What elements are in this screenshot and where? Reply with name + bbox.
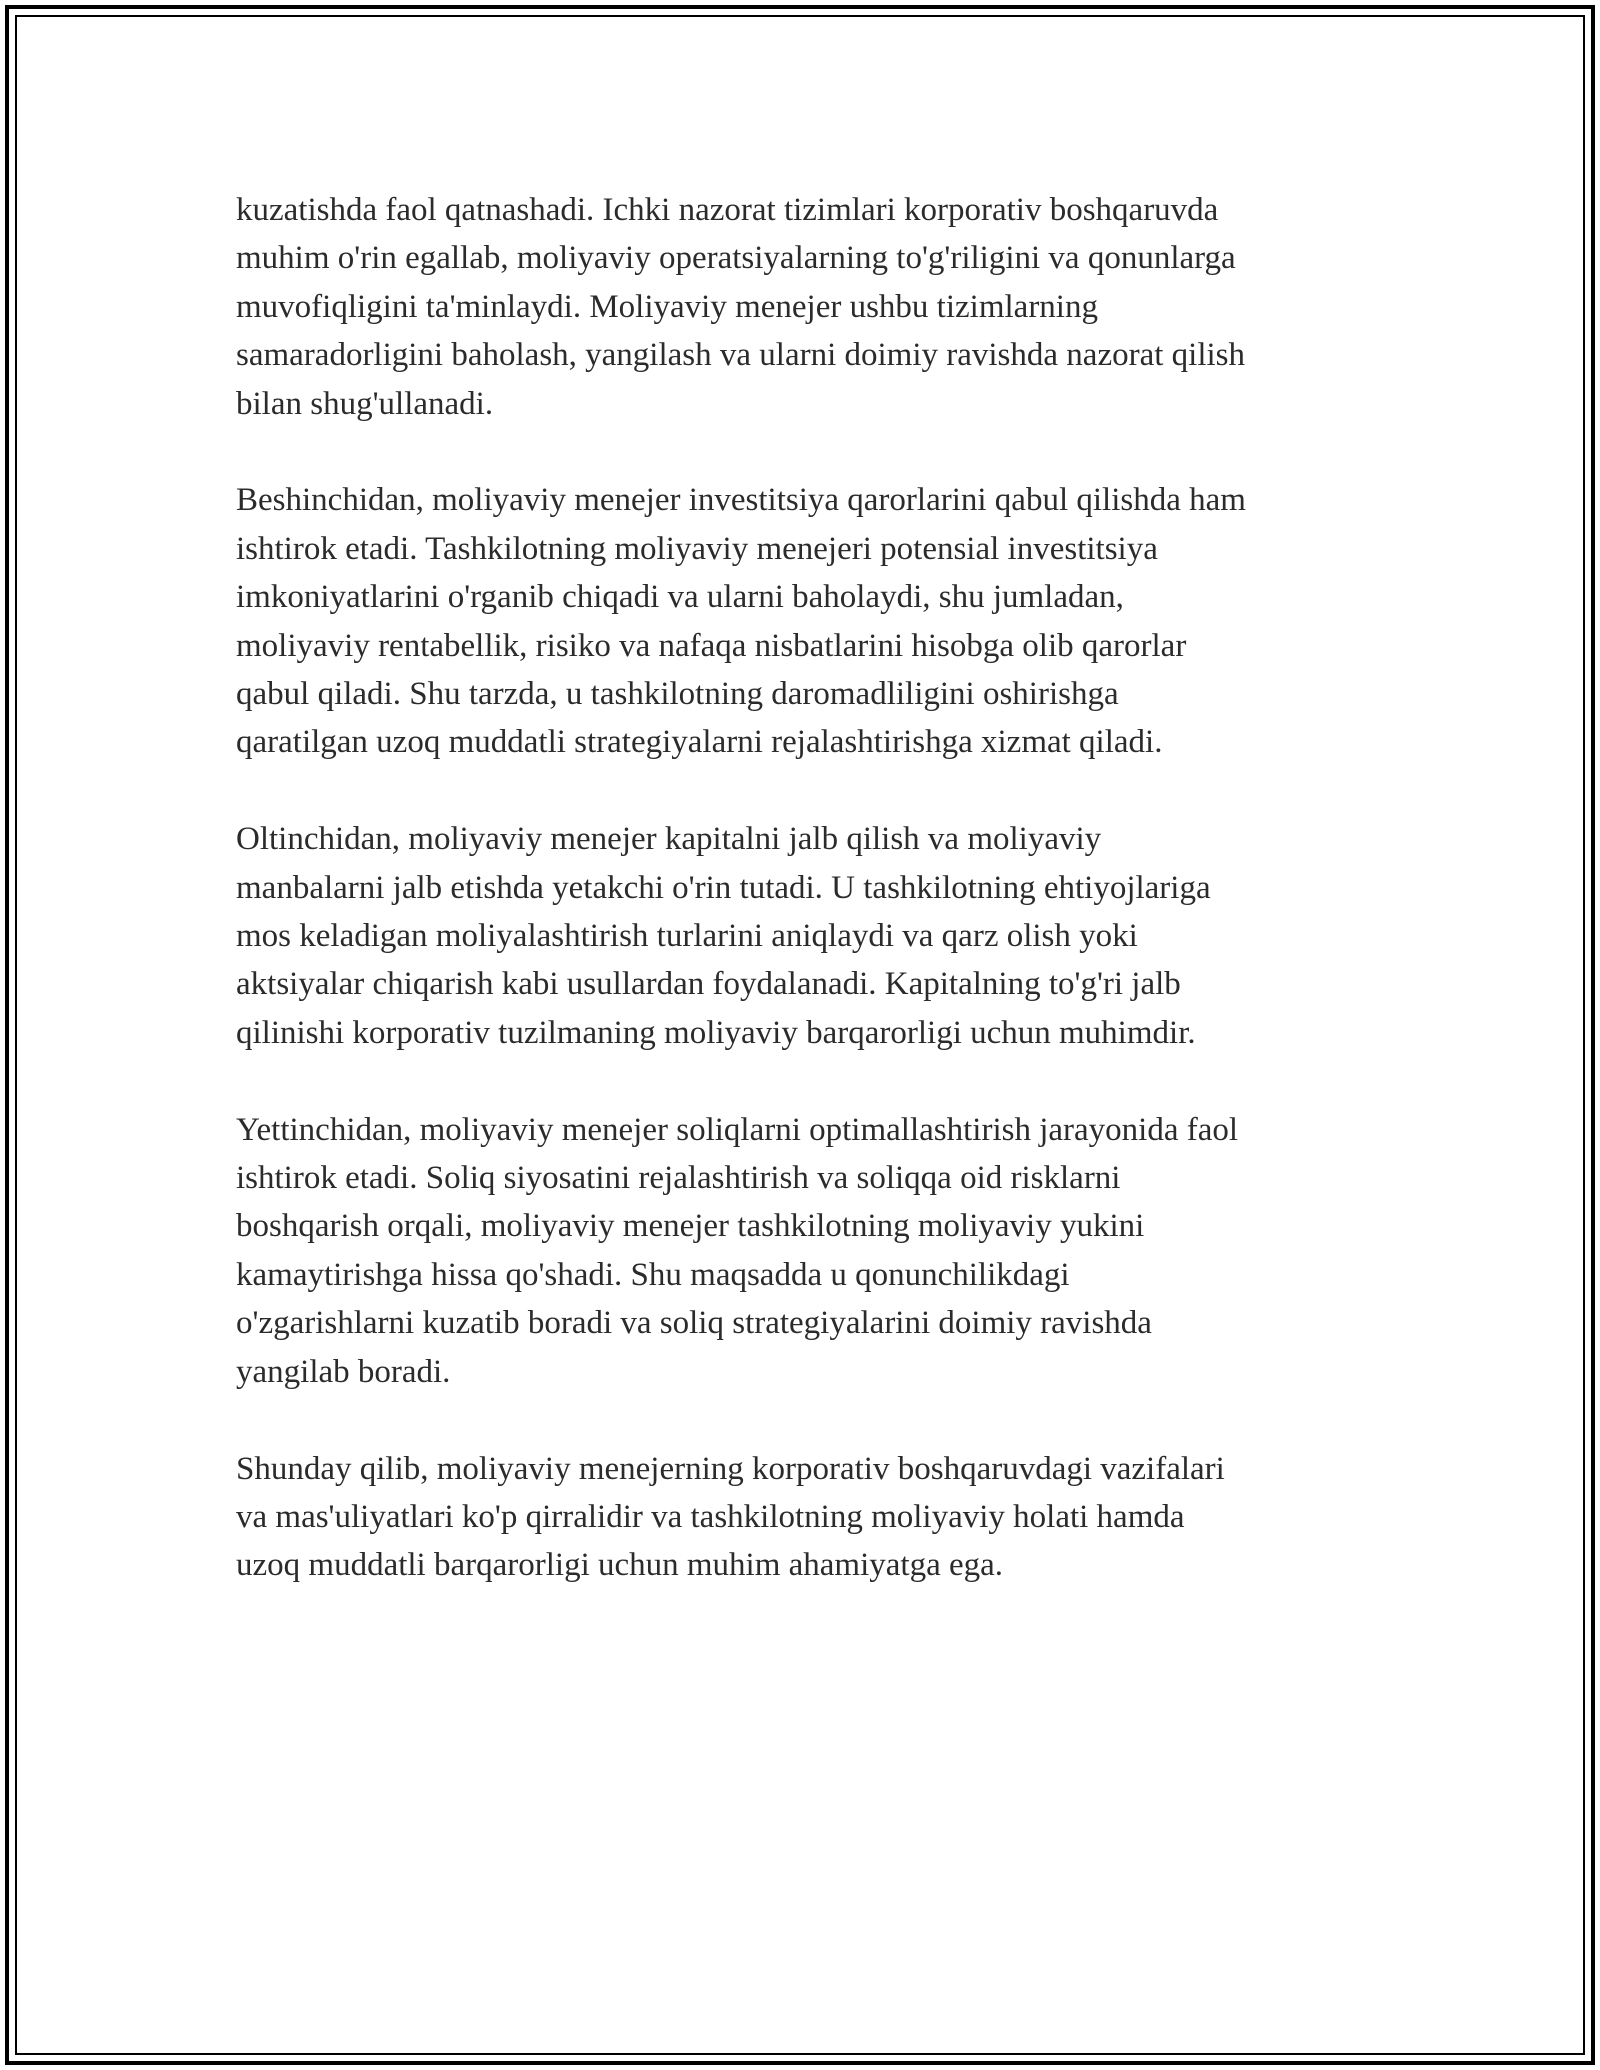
paragraph-capital-raising: Oltinchidan, moliyaviy menejer kapitalni jalb qilish va moliyaviy manbalarni jalb etishda yetakchi o'rin tutadi. U tashkilotning ehtiyojlariga mos keladigan moliyalashtirish turlarini aniqlaydi va qarz olish yoki aktsiyalar chiqarish kabi usullardan foydalanadi. Kapitalning to'g'ri jalb qilinishi korporativ tuzilmaning moliyaviy barqarorligi uchun muhimdir. bbox=[236, 821, 1211, 1051]
paragraph-conclusion: Shunday qilib, moliyaviy menejerning korporativ boshqaruvdagi vazifalari va mas'uliyatlari ko'p qirralidir va tashkilotning moliyaviy holati hamda uzoq muddatli barqarorligi uchun muhim ahamiyatga ega. bbox=[236, 1450, 1225, 1584]
document-body bbox=[236, 186, 1366, 1638]
paragraph-investment-decisions: Beshinchidan, moliyaviy menejer investitsiya qarorlarini qabul qilishda ham ishtirok etadi. Tashkilotning moliyaviy menejeri potensial investitsiya imkoniyatlarini o'rganib chiqadi va ularni baholaydi, shu jumladan, moliyaviy rentabellik, risiko va nafaqa nisbatlarini hisobga olib qarorlar qabul qiladi. Shu tarzda, u tashkilotning daromadliligini oshirishga qaratilgan uzoq muddatli strategiyalarni rejalashtirishga xizmat qiladi. bbox=[236, 482, 1246, 761]
paragraph-internal-control: kuzatishda faol qatnashadi. Ichki nazorat tizimlari korporativ boshqaruvda muhim o'rin egallab, moliyaviy operatsiyalarning to'g'riligini va qonunlarga muvofiqligini ta'minlaydi. Moliyaviy menejer ushbu tizimlarning samaradorligini baholash, yangilash va ularni doimiy ravishda nazorat qilish bilan shug'ullanadi. bbox=[236, 192, 1245, 422]
paragraph-tax-optimization: Yettinchidan, moliyaviy menejer soliqlarni optimallashtirish jarayonida faol ishtirok etadi. Soliq siyosatini rejalashtirish va soliqqa oid risklarni boshqarish orqali, moliyaviy menejer tashkilotning moliyaviy yukini kamaytirishga hissa qo'shadi. Shu maqsadda u qonunchilikdagi o'zgarishlarni kuzatib boradi va soliq strategiyalarini doimiy ravishda yangilab boradi. bbox=[236, 1111, 1239, 1390]
